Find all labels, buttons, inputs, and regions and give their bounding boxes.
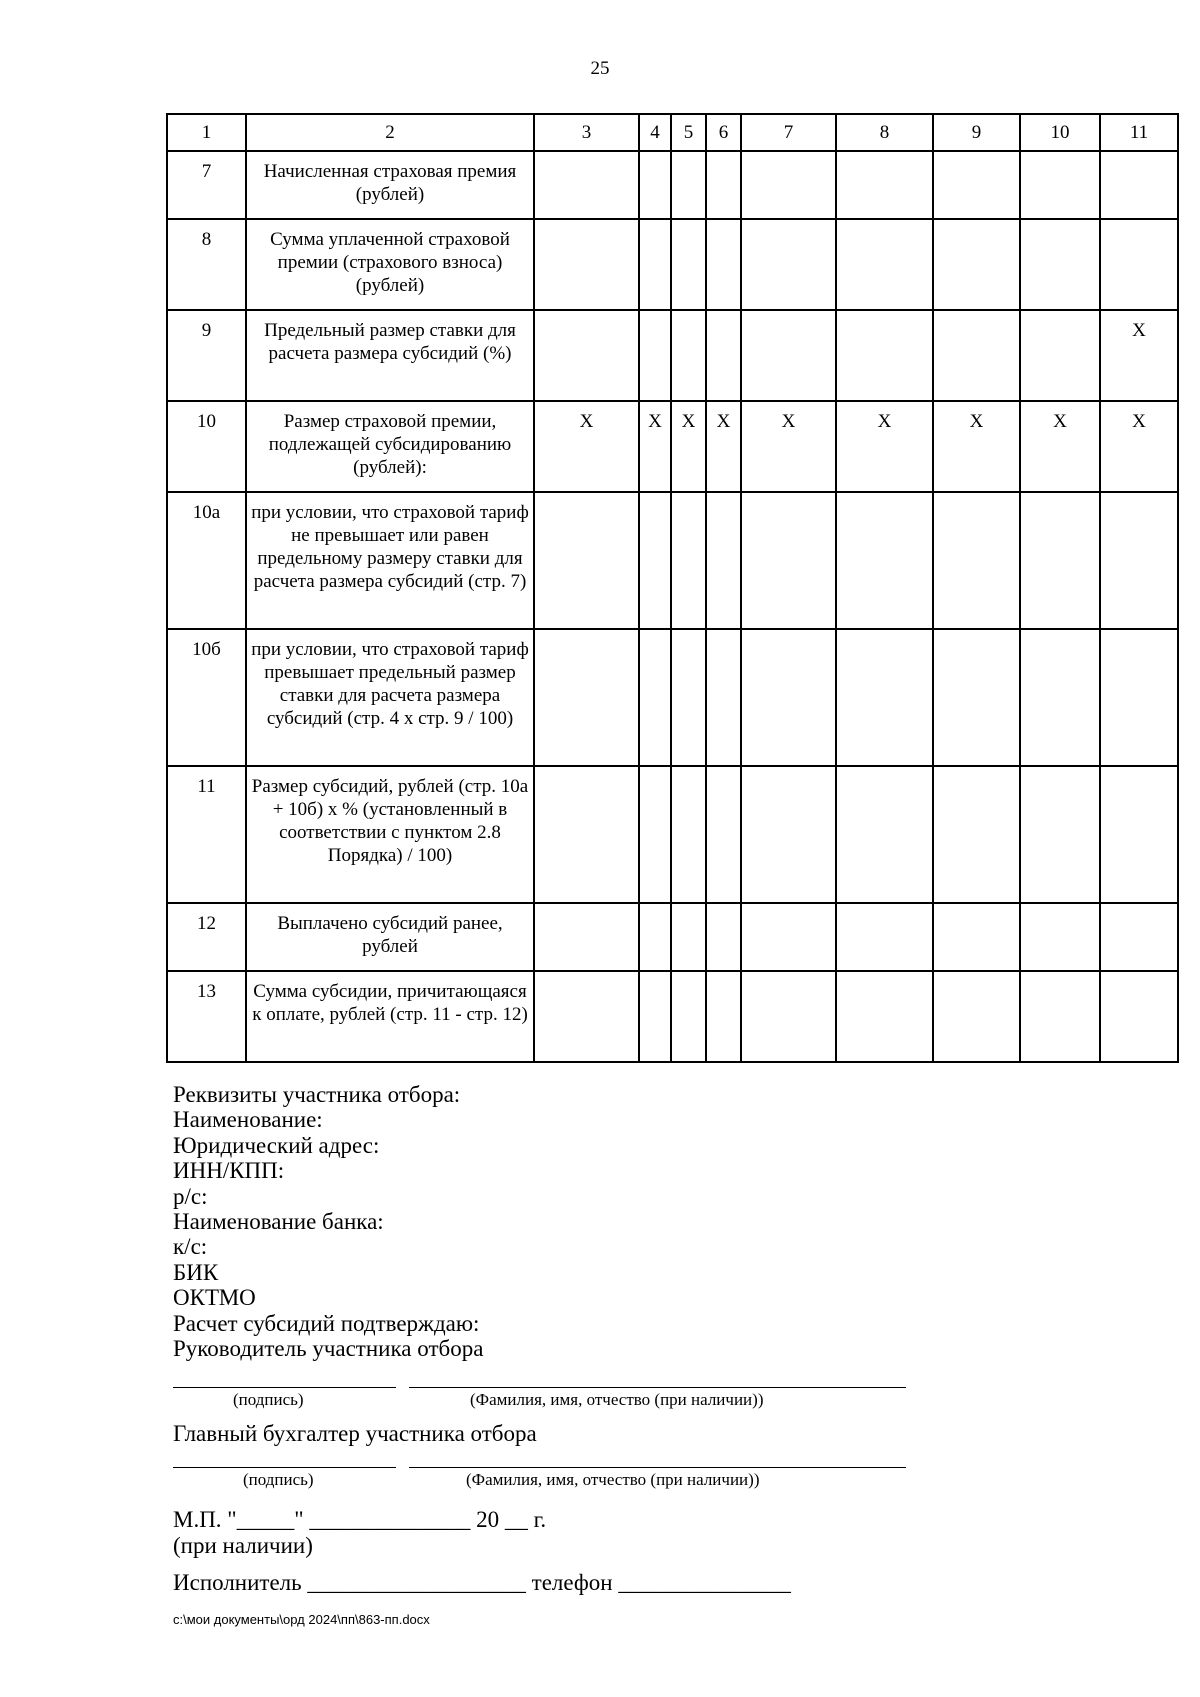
row-number-cell: 12: [167, 903, 246, 971]
subsidy-calculation-table: [166, 113, 1179, 1063]
value-cell: [639, 492, 671, 629]
page-number: 25: [590, 58, 610, 79]
value-cell: [933, 151, 1020, 219]
value-cell: [741, 310, 836, 401]
value-cell: [671, 629, 706, 766]
value-cell: [534, 219, 639, 310]
value-cell: [534, 629, 639, 766]
value-cell: [671, 492, 706, 629]
header-cell: 6: [706, 114, 741, 151]
value-cell: [933, 310, 1020, 401]
value-cell: Х: [741, 401, 836, 492]
header-cell: 11: [1100, 114, 1178, 151]
requisites-confirm-label: Расчет субсидий подтверждаю:: [173, 1310, 480, 1336]
value-cell: [706, 766, 741, 903]
value-cell: [1100, 971, 1178, 1062]
value-cell: [671, 151, 706, 219]
value-cell: [706, 971, 741, 1062]
row-number-cell: 8: [167, 219, 246, 310]
value-cell: Х: [1100, 401, 1178, 492]
requisites-block: [173, 1082, 483, 1361]
row-name-cell: Начисленная страховая премия (рублей): [246, 151, 534, 219]
file-path-footer: c:\мои документы\орд 2024\пп\863-пп.docx: [173, 1612, 430, 1627]
value-cell: [639, 903, 671, 971]
value-cell: [1100, 492, 1178, 629]
value-cell: [706, 219, 741, 310]
value-cell: [706, 903, 741, 971]
requisites-name-label: Наименование:: [173, 1107, 323, 1133]
header-cell: 9: [933, 114, 1020, 151]
value-cell: Х: [639, 401, 671, 492]
value-cell: [836, 219, 933, 310]
value-cell: [706, 310, 741, 401]
head-fio-line: [409, 1387, 906, 1388]
value-cell: [639, 219, 671, 310]
value-cell: [671, 219, 706, 310]
stamp-note: (при наличии): [173, 1533, 313, 1558]
row-name-cell: при условии, что страховой тариф превышает предельный размер ставки для расчета размера субсидий (стр. 4 x стр. 9 / 100): [246, 629, 534, 766]
header-cell: 4: [639, 114, 671, 151]
value-cell: [836, 151, 933, 219]
requisites-head-label: Руководитель участника отбора: [173, 1336, 484, 1362]
value-cell: [933, 629, 1020, 766]
value-cell: [933, 766, 1020, 903]
value-cell: [1100, 629, 1178, 766]
value-cell: [1020, 629, 1100, 766]
value-cell: [836, 492, 933, 629]
row-name-cell: Размер страховой премии, подлежащей субсидированию (рублей):: [246, 401, 534, 492]
header-cell: 1: [167, 114, 246, 151]
value-cell: [836, 629, 933, 766]
requisites-legal-address-label: Юридический адрес:: [173, 1132, 380, 1158]
value-cell: Х: [534, 401, 639, 492]
value-cell: [836, 766, 933, 903]
requisites-account-label: р/с:: [173, 1183, 208, 1209]
row-number-cell: 7: [167, 151, 246, 219]
requisites-bik-label: БИК: [173, 1259, 219, 1285]
value-cell: [534, 310, 639, 401]
row-name-cell: Предельный размер ставки для расчета размера субсидий (%): [246, 310, 534, 401]
value-cell: [836, 971, 933, 1062]
header-cell: 8: [836, 114, 933, 151]
value-cell: [706, 492, 741, 629]
row-name-cell: при условии, что страховой тариф не превышает или равен предельному размеру ставки для расчета размера субсидий (стр. 7): [246, 492, 534, 629]
value-cell: [671, 903, 706, 971]
value-cell: [1100, 219, 1178, 310]
header-cell: 2: [246, 114, 534, 151]
value-cell: [1020, 310, 1100, 401]
header-cell: 7: [741, 114, 836, 151]
value-cell: Х: [706, 401, 741, 492]
table-row: [167, 310, 1178, 401]
value-cell: [741, 492, 836, 629]
value-cell: Х: [933, 401, 1020, 492]
value-cell: [534, 766, 639, 903]
header-cell: 3: [534, 114, 639, 151]
head-signature-line: [173, 1387, 396, 1388]
accountant-title: Главный бухгалтер участника отбора: [173, 1421, 537, 1446]
value-cell: [836, 903, 933, 971]
value-cell: [933, 903, 1020, 971]
value-cell: [1020, 766, 1100, 903]
value-cell: [933, 971, 1020, 1062]
value-cell: [706, 629, 741, 766]
requisites-bank-name-label: Наименование банка:: [173, 1209, 384, 1235]
value-cell: [639, 151, 671, 219]
requisites-oktmo-label: ОКТМО: [173, 1285, 256, 1311]
row-number-cell: 10: [167, 401, 246, 492]
row-name-cell: Размер субсидий, рублей (стр. 10а + 10б) x % (установленный в соответствии с пунктом 2.8 Порядка) / 100): [246, 766, 534, 903]
value-cell: [1100, 766, 1178, 903]
value-cell: Х: [836, 401, 933, 492]
row-number-cell: 10б: [167, 629, 246, 766]
value-cell: [1020, 151, 1100, 219]
value-cell: [639, 310, 671, 401]
row-name-cell: Сумма субсидии, причитающаяся к оплате, рублей (стр. 11 - стр. 12): [246, 971, 534, 1062]
value-cell: [741, 151, 836, 219]
value-cell: [1020, 971, 1100, 1062]
value-cell: [1100, 151, 1178, 219]
value-cell: Х: [671, 401, 706, 492]
table-row: [167, 219, 1178, 310]
value-cell: [534, 492, 639, 629]
row-number-cell: 11: [167, 766, 246, 903]
value-cell: [741, 629, 836, 766]
value-cell: [1100, 903, 1178, 971]
value-cell: [933, 492, 1020, 629]
header-cell: 5: [671, 114, 706, 151]
value-cell: [639, 766, 671, 903]
value-cell: [741, 766, 836, 903]
value-cell: [1020, 492, 1100, 629]
value-cell: Х: [1020, 401, 1100, 492]
accountant-signature-line: [173, 1467, 396, 1468]
table-row: [167, 629, 1178, 766]
value-cell: [534, 971, 639, 1062]
table-row: [167, 766, 1178, 903]
head-fio-caption: (Фамилия, имя, отчество (при наличии)): [470, 1390, 764, 1409]
executor-line: Исполнитель ___________________ телефон _______________: [173, 1570, 791, 1595]
table-row: [167, 492, 1178, 629]
accountant-signature-caption: (подпись): [243, 1470, 314, 1489]
value-cell: [671, 310, 706, 401]
value-cell: [836, 310, 933, 401]
row-number-cell: 10а: [167, 492, 246, 629]
table-row: [167, 903, 1178, 971]
value-cell: [639, 629, 671, 766]
row-name-cell: Выплачено субсидий ранее, рублей: [246, 903, 534, 971]
accountant-fio-line: [409, 1467, 906, 1468]
requisites-title: Реквизиты участника отбора:: [173, 1082, 461, 1107]
value-cell: [1020, 903, 1100, 971]
value-cell: Х: [1100, 310, 1178, 401]
value-cell: [639, 971, 671, 1062]
value-cell: [741, 219, 836, 310]
value-cell: [1020, 219, 1100, 310]
requisites-inn-kpp-label: ИНН/КПП:: [173, 1158, 285, 1184]
value-cell: [671, 766, 706, 903]
row-number-cell: 13: [167, 971, 246, 1062]
table-header-row: [167, 114, 1178, 151]
value-cell: [534, 903, 639, 971]
value-cell: [534, 151, 639, 219]
value-cell: [933, 219, 1020, 310]
stamp-date-line: М.П. "_____" ______________ 20 __ г.: [173, 1507, 547, 1532]
table-row: [167, 151, 1178, 219]
requisites-corr-account-label: к/с:: [173, 1234, 208, 1260]
head-signature-caption: (подпись): [233, 1390, 304, 1409]
row-name-cell: Сумма уплаченной страховой премии (страхового взноса) (рублей): [246, 219, 534, 310]
row-number-cell: 9: [167, 310, 246, 401]
table-row: [167, 971, 1178, 1062]
value-cell: [671, 971, 706, 1062]
value-cell: [741, 971, 836, 1062]
value-cell: [741, 903, 836, 971]
table-row: [167, 401, 1178, 492]
header-cell: 10: [1020, 114, 1100, 151]
accountant-fio-caption: (Фамилия, имя, отчество (при наличии)): [466, 1470, 760, 1489]
value-cell: [706, 151, 741, 219]
